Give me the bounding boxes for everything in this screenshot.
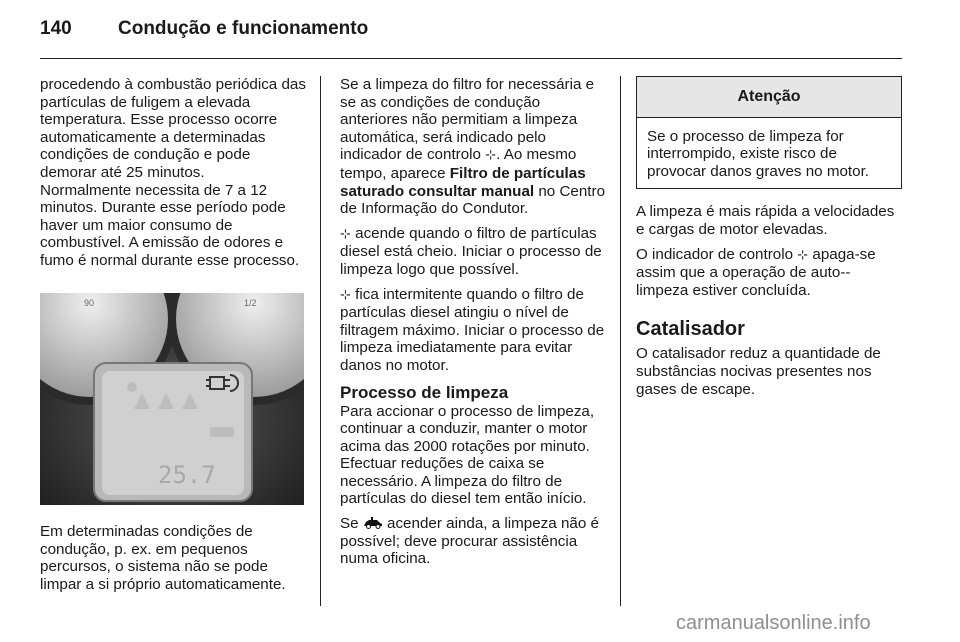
- column-3: [636, 76, 902, 405]
- dpf-filter-icon: ⊹: [797, 247, 809, 263]
- dpf-filter-icon: ⊹: [340, 287, 351, 303]
- paragraph-indicator-off: O indicador de controlo ⊹ apaga-se assim que a operação de auto--limpeza estiver concluída.: [636, 245, 876, 299]
- column-divider-2: [620, 76, 621, 606]
- display-reading: 25.7: [158, 460, 216, 489]
- header-divider: [40, 58, 902, 59]
- dpf-filter-icon: ⊹: [340, 226, 351, 242]
- paragraph-duration: Normalmente necessita de 7 a 12 minutos. Durante esse período pode haver um maior consumo de combustível. A emissão de odores e fumo é normal durante esse processo.: [40, 181, 300, 269]
- paragraph-indicator-flashing: ⊹ fica intermitente quando o filtro de partículas diesel atingiu o nível de filtragem máximo. Iniciar o processo de limpeza imediatamente para evitar danos no motor.: [340, 285, 605, 374]
- gauge-left-value: 90: [84, 297, 95, 308]
- paragraph-workshop: Se acender ainda, a limpeza não é possível; deve procurar assistência numa oficina.: [340, 515, 599, 568]
- warning-body: Se o processo de limpeza for interrompido, existe risco de provocar danos graves no motor.: [647, 127, 870, 180]
- paragraph-short-trips: Em determinadas condições de condução, p. ex. em pequenos percursos, o sistema não se pode limpar a si próprio automaticamente.: [40, 523, 286, 593]
- paragraph-start-cleaning: Para accionar o processo de limpeza, continuar a conduzir, manter o motor acima das 2000 rotações por minuto. Efectuar reduções de caixa se necessário. A limpeza do filtro de partículas do diesel tem então início.: [340, 402, 595, 508]
- page-header: [40, 18, 900, 58]
- column-2: [340, 76, 606, 575]
- dpf-filter-icon: ⊹: [485, 148, 497, 164]
- column-1: [40, 76, 306, 601]
- dic-message: Filtro de partículas saturado consultar manual: [340, 164, 586, 200]
- paragraph-indicator-on: ⊹ acende quando o filtro de partículas diesel está cheio. Iniciar o processo de limpeza logo que possível.: [340, 224, 602, 278]
- instrument-cluster-photo: [40, 293, 304, 505]
- column-divider-1: [320, 76, 321, 606]
- paragraph-filter-needed: Se a limpeza do filtro for necessária e se as condições de condução anteriores não permitiam a limpeza automática, será indicado pelo indicador de controlo ⊹. Ao mesmo tempo, aparece Filtro de partículas saturado consultar manual no Centro de Informação do Condutor.: [340, 76, 606, 218]
- paragraph-catalyst: O catalisador reduz a quantidade de substâncias nocivas presentes nos gases de escape.: [636, 345, 881, 398]
- page-number: 140: [40, 18, 72, 39]
- section-title: Condução e funcionamento: [118, 18, 369, 39]
- heading-catalyst: Catalisador: [636, 318, 745, 341]
- watermark: carmanualsonline.info: [676, 612, 871, 634]
- gauge-right-value: 1/2: [244, 297, 257, 308]
- heading-cleaning-process: Processo de limpeza: [340, 382, 509, 402]
- warning-box: [636, 76, 902, 189]
- service-car-icon: [363, 517, 383, 529]
- warning-title: Atenção: [637, 77, 901, 118]
- paragraph-faster-cleaning: A limpeza é mais rápida a velocidades e cargas de motor elevadas.: [636, 203, 895, 238]
- paragraph-combustion: procedendo à combustão periódica das partículas de fuligem a elevada temperatura. Esse processo ocorre automaticamente a determinadas condições de condução e pode demorar até 25 minutos.: [40, 76, 306, 181]
